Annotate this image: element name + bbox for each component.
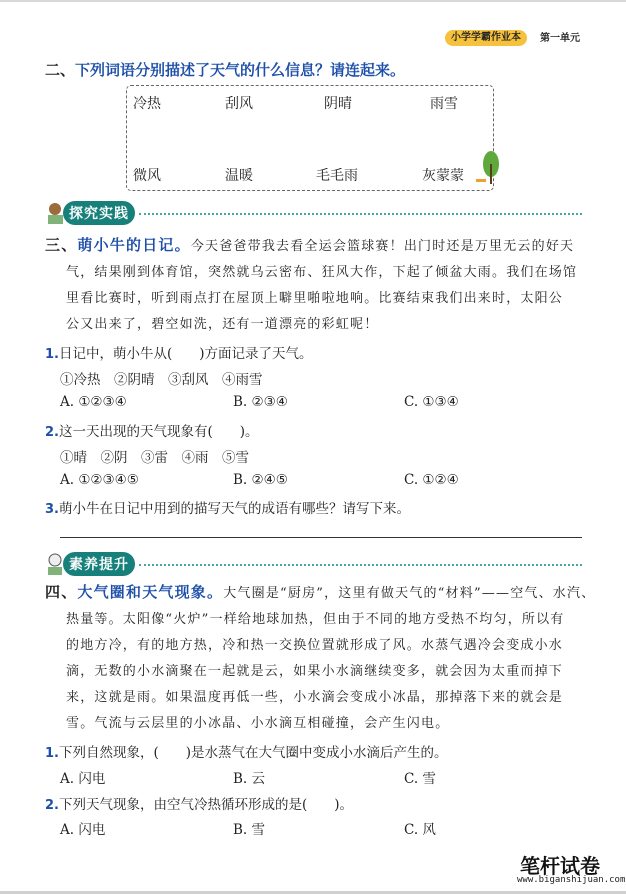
paragraph-line: 里看比赛时，听到雨点打在屋顶上噼里啪啦地响。比赛结束我们出来时，太阳公 [66, 291, 564, 306]
watermark-url: www.biganshijuan.com [517, 875, 626, 885]
question-text: 日记中，萌小牛从( )方面记录了天气。 [58, 346, 313, 362]
match-word-top[interactable]: 冷热 [133, 96, 161, 112]
choice-b[interactable]: B. 云 [233, 771, 266, 787]
section-title-text: 下列词语分别描述了天气的什么信息？请连起来。 [75, 61, 406, 79]
banner-literacy-improvement [45, 552, 582, 576]
question-items: ①冷热 ②阴晴 ③刮风 ④雨雪 [60, 372, 263, 388]
section-number: 四、 [45, 583, 78, 601]
mascot-icon [45, 201, 65, 225]
paragraph-text: 今天爸爸带我去看全运会篮球赛！出门时还是万里无云的好天 [190, 239, 575, 254]
paragraph-line: 公又出来了，碧空如洗，还有一道漂亮的彩虹呢！ [66, 317, 379, 332]
match-word-top[interactable]: 阴晴 [324, 96, 352, 112]
match-word-top[interactable]: 刮风 [225, 96, 253, 112]
question-text: 这一天出现的天气现象有( )。 [58, 424, 259, 440]
match-word-bottom[interactable]: 毛毛雨 [316, 168, 358, 184]
question-number: 1. [45, 347, 59, 362]
choice-b[interactable]: B. 雪 [233, 822, 266, 838]
question-number: 2. [45, 798, 59, 813]
dotted-divider [139, 564, 582, 566]
section3-paragraph-line1 [45, 234, 574, 260]
section2-title [45, 59, 405, 80]
paragraph-line: 滴，无数的小水滴聚在一起就是云，如果小水滴继续变多，就会因为太重而掉下 [66, 664, 564, 679]
section-title-text: 大气圈和天气现象。 [77, 583, 224, 601]
mascot-icon [45, 552, 65, 576]
match-word-bottom[interactable]: 灰蒙蒙 [422, 168, 464, 184]
answer-line[interactable] [60, 537, 582, 538]
question-2 [45, 420, 259, 440]
paragraph-line: 气，结果刚到体育馆，突然就乌云密布、狂风大作，下起了倾盆大雨。我们在场馆 [66, 265, 578, 280]
match-word-top[interactable]: 雨雪 [430, 96, 458, 112]
section-number: 三、 [45, 236, 78, 254]
choice-a[interactable]: A. 闪电 [60, 771, 106, 787]
choice-a[interactable]: A. ①②③④⑤ [60, 472, 139, 488]
paragraph-line: 来，这就是雨。如果温度再低一些，小水滴会变成小冰晶，那掉落下来的就会是 [66, 690, 564, 705]
choice-b[interactable]: B. ②④⑤ [233, 472, 288, 488]
question-text: 萌小牛在日记中用到的描写天气的成语有哪些？请写下来。 [58, 501, 410, 517]
choice-c[interactable]: C. ①③④ [404, 394, 459, 410]
watermark-logo: 笔杆试卷 [520, 854, 600, 878]
question-1 [45, 342, 313, 362]
question-number: 1. [45, 746, 59, 761]
paragraph-text: 大气圈是“厨房”，这里有做天气的“材料”——空气、水汽、 [223, 586, 596, 601]
question-1 [45, 741, 448, 761]
question-2 [45, 793, 353, 813]
paragraph-line: 雪。气流与云层里的小冰晶、小水滴互相碰撞，会产生闪电。 [66, 716, 450, 731]
match-word-bottom[interactable]: 温暖 [225, 168, 253, 184]
tree-icon [474, 150, 504, 186]
choice-a[interactable]: A. 闪电 [60, 822, 106, 838]
paragraph-line: 热量等。太阳像“火炉”一样给地球加热，但由于不同的地方受热不均匀，所以有 [66, 612, 565, 627]
unit-label: 第一单元 [540, 33, 580, 44]
banner-explore-practice [45, 201, 582, 225]
top-border [0, 0, 626, 2]
banner-label: 素养提升 [63, 552, 135, 576]
book-badge: 小学学霸作业本 [445, 30, 527, 46]
question-items: ①晴 ②阴 ③雷 ④雨 ⑤雪 [60, 450, 249, 466]
choice-c[interactable]: C. ①②④ [404, 472, 459, 488]
choice-a[interactable]: A. ①②③④ [60, 394, 127, 410]
choice-c[interactable]: C. 风 [404, 822, 436, 838]
question-number: 2. [45, 425, 59, 440]
question-3 [45, 497, 410, 517]
match-word-bottom[interactable]: 微风 [133, 168, 161, 184]
section-title-text: 萌小牛的日记。 [77, 236, 191, 254]
question-text: 下列天气现象，由空气冷热循环形成的是( )。 [58, 797, 354, 813]
choice-b[interactable]: B. ②③④ [233, 394, 288, 410]
paragraph-line: 的地方冷，有的地方热，冷和热一交换位置就形成了风。水蒸气遇冷会变成小水 [66, 638, 564, 653]
section-number: 二、 [45, 61, 76, 79]
choice-c[interactable]: C. 雪 [404, 771, 436, 787]
dotted-divider [139, 213, 582, 215]
question-number: 3. [45, 502, 59, 517]
banner-label: 探究实践 [63, 201, 135, 225]
section4-paragraph-line1 [45, 581, 595, 607]
question-text: 下列自然现象，( )是水蒸气在大气圈中变成小水滴后产生的。 [58, 745, 448, 761]
